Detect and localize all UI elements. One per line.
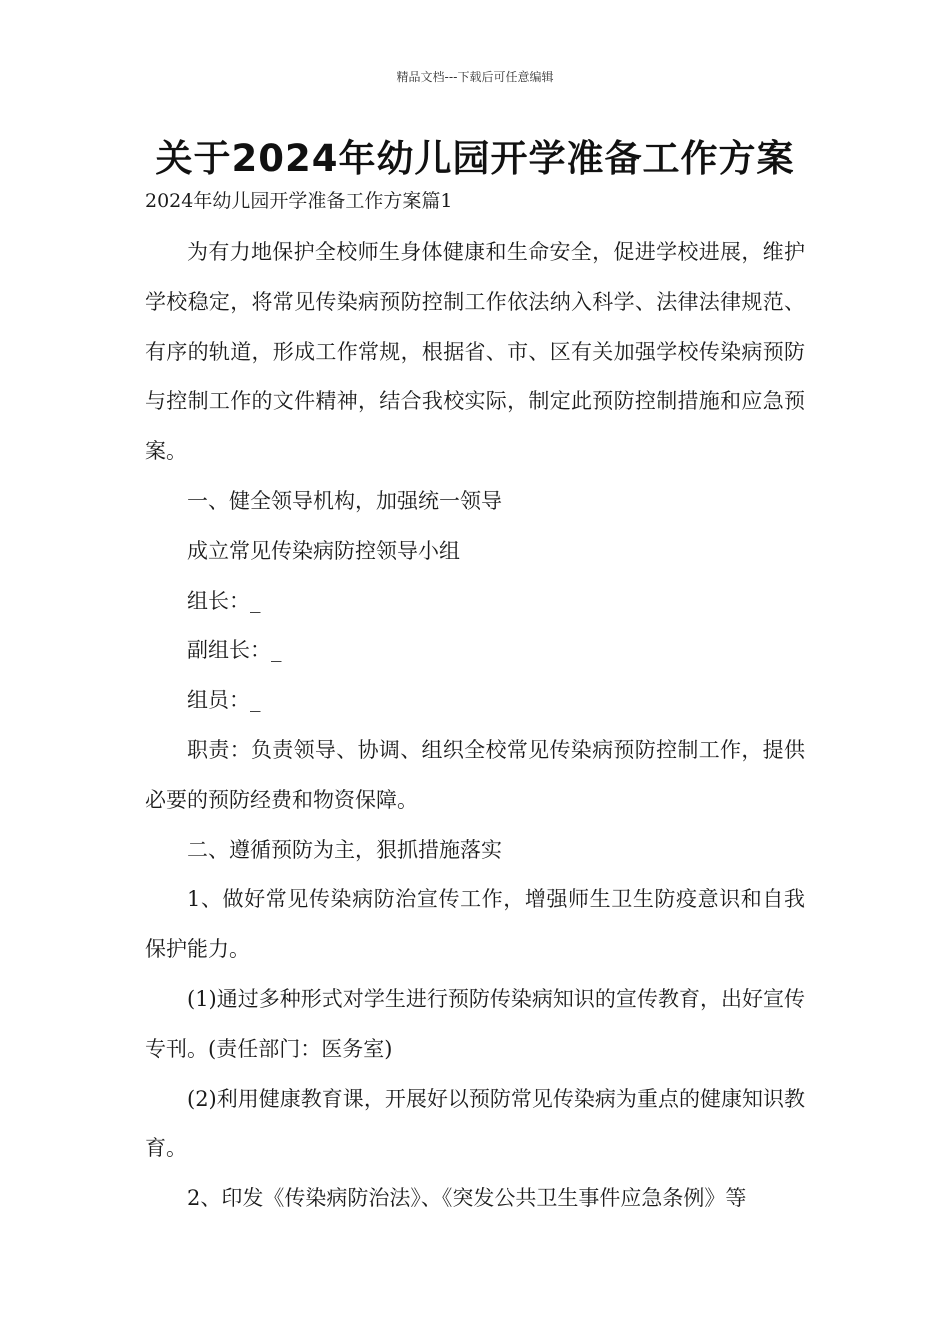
paragraph-group: 成立常见传染病防控领导小组 [187,538,460,563]
paragraph-item-1: 1、做好常见传染病防治宣传工作，增强师生卫生防疫意识和自我保护能力。 [145,887,805,962]
document-body [145,228,805,1224]
paragraph-item-1-2: (2)利用健康教育课，开展好以预防常见传染病为重点的健康知识教育。 [145,1086,805,1161]
paragraph-item-1-1: (1)通过多种形式对学生进行预防传染病知识的宣传教育，出好宣传专刊。(责任部门：医务室) [145,986,805,1061]
paragraph-duties: 职责：负责领导、协调、组织全校常见传染病预防控制工作，提供必要的预防经费和物资保障。 [145,737,805,812]
paragraph-item-2: 2、印发《传染病防治法》、《突发公共卫生事件应急条例》等 [187,1186,747,1211]
document-title: 关于2024年幼儿园开学准备工作方案 [155,137,795,180]
paragraph-leader: 组长：_ [187,588,261,613]
paragraph-members: 组员：_ [187,688,261,713]
document-subtitle: 2024年幼儿园开学准备工作方案篇1 [145,190,453,212]
paragraph-deputy-leader: 副组长：_ [187,638,282,663]
section-heading-1: 一、健全领导机构，加强统一领导 [187,488,502,513]
paragraph-intro: 为有力地保护全校师生身体健康和生命安全，促进学校进展，维护学校稳定，将常见传染病预防控制工作依法纳入科学、法律法律规范、有序的轨道，形成工作常规，根据省、市、区有关加强学校传染病预防与控制工作的文件精神，结合我校实际，制定此预防控制措施和应急预案。 [145,240,805,464]
section-heading-2: 二、遵循预防为主，狠抓措施落实 [187,837,502,862]
header-note: 精品文档---下载后可任意编辑 [396,70,554,84]
